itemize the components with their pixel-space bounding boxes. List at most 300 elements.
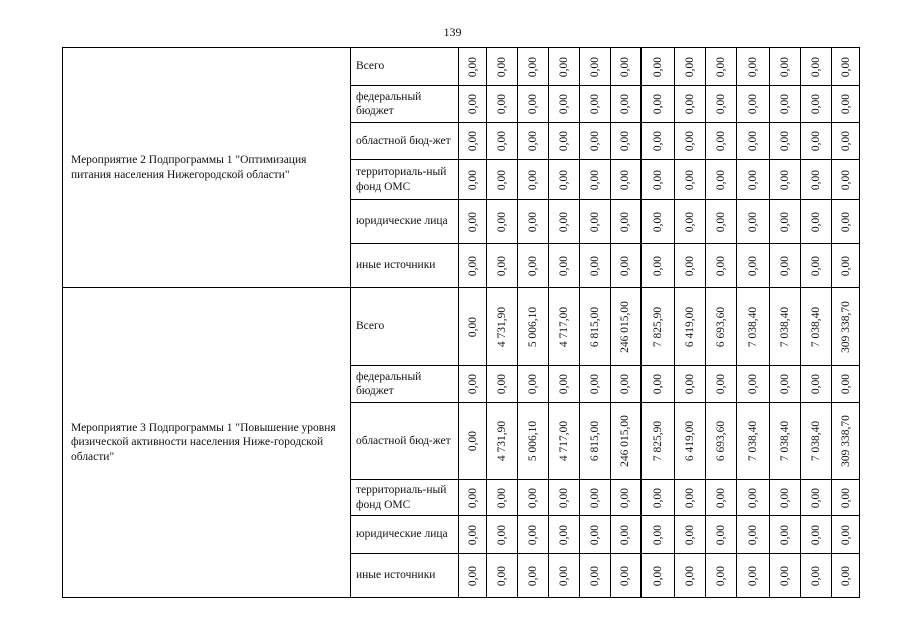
value-cell	[518, 480, 549, 516]
value-text: 0,00	[466, 169, 479, 190]
value-text: 4 717,00	[557, 306, 570, 347]
value-cell	[737, 516, 770, 554]
value-cell	[706, 403, 737, 480]
value-cell	[580, 480, 611, 516]
value-text: 0,00	[778, 56, 791, 77]
value-text: 0,00	[778, 487, 791, 508]
value-text: 0,00	[619, 56, 632, 77]
value-cell	[611, 48, 641, 86]
value-cell	[675, 366, 706, 403]
value-text: 0,00	[466, 487, 479, 508]
value-cell	[706, 200, 737, 244]
value-cell	[580, 48, 611, 86]
value-text: 0,00	[619, 169, 632, 190]
value-text: 0,00	[557, 56, 570, 77]
value-cell	[641, 123, 675, 160]
value-text: 0,00	[588, 565, 601, 586]
value-cell	[459, 554, 487, 598]
funding-source: иные источники	[351, 244, 459, 288]
value-cell	[641, 403, 675, 480]
value-cell	[459, 86, 487, 123]
value-text: 7 038,40	[809, 420, 822, 462]
value-text: 246 015,00	[619, 415, 632, 467]
value-text: 0,00	[839, 169, 852, 190]
value-cell	[487, 160, 518, 200]
value-cell	[549, 48, 580, 86]
value-cell	[459, 48, 487, 86]
value-text: 7 038,40	[778, 306, 791, 347]
value-cell	[611, 403, 641, 480]
value-text: 0,00	[588, 169, 601, 190]
value-cell	[706, 516, 737, 554]
value-cell	[459, 123, 487, 160]
value-text: 0,00	[839, 130, 852, 152]
value-text: 7 038,40	[809, 306, 822, 347]
value-text: 4 717,00	[557, 420, 570, 462]
value-cell	[832, 480, 860, 516]
value-text: 0,00	[466, 56, 479, 77]
value-cell	[770, 244, 801, 288]
value-cell	[832, 288, 860, 366]
value-text: 0,00	[495, 565, 508, 586]
value-text: 0,00	[746, 211, 759, 232]
value-text: 6 693,60	[714, 306, 727, 347]
value-text: 0,00	[746, 93, 759, 115]
value-text: 0,00	[466, 255, 479, 276]
funding-source: юридические лица	[351, 200, 459, 244]
value-text: 0,00	[683, 56, 696, 77]
value-text: 0,00	[557, 169, 570, 190]
value-text: 0,00	[651, 93, 664, 115]
value-cell	[706, 366, 737, 403]
value-cell	[832, 516, 860, 554]
value-text: 0,00	[714, 93, 727, 115]
value-text: 0,00	[683, 130, 696, 152]
value-text: 0,00	[746, 487, 759, 508]
value-text: 0,00	[839, 255, 852, 276]
value-text: 0,00	[619, 211, 632, 232]
value-cell	[549, 200, 580, 244]
value-text: 0,00	[809, 255, 822, 276]
table-body	[63, 48, 860, 598]
value-text: 0,00	[466, 316, 479, 337]
value-text: 0,00	[619, 565, 632, 586]
value-text: 0,00	[466, 93, 479, 115]
value-cell	[706, 48, 737, 86]
value-cell	[737, 200, 770, 244]
value-cell	[580, 288, 611, 366]
value-text: 0,00	[557, 565, 570, 586]
value-text: 0,00	[839, 211, 852, 232]
value-text: 309 338,70	[839, 415, 852, 467]
value-cell	[549, 554, 580, 598]
value-text: 0,00	[619, 487, 632, 508]
value-text: 0,00	[746, 56, 759, 77]
value-cell	[801, 48, 832, 86]
value-text: 0,00	[778, 524, 791, 545]
value-text: 0,00	[526, 487, 539, 508]
value-cell	[770, 554, 801, 598]
value-cell	[549, 403, 580, 480]
value-cell	[549, 244, 580, 288]
value-cell	[706, 480, 737, 516]
value-text: 0,00	[495, 130, 508, 152]
value-text: 0,00	[683, 487, 696, 508]
value-text: 0,00	[714, 487, 727, 508]
value-cell	[737, 403, 770, 480]
value-cell	[770, 160, 801, 200]
value-cell	[770, 366, 801, 403]
value-cell	[770, 480, 801, 516]
value-cell	[737, 160, 770, 200]
value-cell	[641, 516, 675, 554]
value-cell	[487, 403, 518, 480]
value-cell	[611, 288, 641, 366]
value-text: 7 038,40	[778, 420, 791, 462]
value-text: 0,00	[588, 56, 601, 77]
value-text: 0,00	[746, 169, 759, 190]
value-cell	[801, 403, 832, 480]
value-cell	[611, 366, 641, 403]
value-cell	[611, 516, 641, 554]
value-text: 0,00	[746, 524, 759, 545]
value-text: 0,00	[839, 373, 852, 395]
value-text: 0,00	[651, 255, 664, 276]
value-text: 0,00	[683, 565, 696, 586]
value-cell	[549, 160, 580, 200]
value-cell	[487, 48, 518, 86]
value-text: 6 419,00	[683, 306, 696, 347]
value-cell	[641, 86, 675, 123]
value-cell	[832, 244, 860, 288]
value-text: 0,00	[651, 487, 664, 508]
value-text: 0,00	[683, 524, 696, 545]
value-cell	[641, 160, 675, 200]
value-cell	[459, 160, 487, 200]
value-cell	[801, 86, 832, 123]
value-text: 0,00	[466, 524, 479, 545]
value-cell	[770, 288, 801, 366]
value-text: 0,00	[651, 373, 664, 395]
value-text: 0,00	[714, 169, 727, 190]
value-cell	[706, 244, 737, 288]
value-text: 7 038,40	[746, 306, 759, 347]
value-text: 0,00	[778, 373, 791, 395]
value-text: 0,00	[809, 56, 822, 77]
value-text: 6 815,00	[588, 306, 601, 347]
value-cell	[770, 123, 801, 160]
value-text: 0,00	[839, 487, 852, 508]
value-cell	[611, 123, 641, 160]
value-cell	[641, 48, 675, 86]
value-text: 0,00	[651, 211, 664, 232]
value-cell	[611, 244, 641, 288]
value-cell	[580, 200, 611, 244]
value-text: 0,00	[619, 93, 632, 115]
value-cell	[518, 123, 549, 160]
value-text: 0,00	[839, 565, 852, 586]
value-cell	[675, 480, 706, 516]
value-cell	[737, 554, 770, 598]
value-text: 0,00	[619, 524, 632, 545]
value-cell	[641, 244, 675, 288]
funding-source: Всего	[351, 288, 459, 366]
value-cell	[801, 244, 832, 288]
value-cell	[675, 244, 706, 288]
value-text: 0,00	[809, 169, 822, 190]
value-text: 0,00	[466, 130, 479, 152]
value-text: 0,00	[557, 524, 570, 545]
value-text: 0,00	[839, 93, 852, 115]
value-text: 246 015,00	[619, 300, 632, 353]
value-text: 0,00	[746, 373, 759, 395]
value-text: 0,00	[683, 373, 696, 395]
value-text: 0,00	[466, 430, 479, 452]
value-cell	[580, 554, 611, 598]
value-cell	[459, 288, 487, 366]
value-cell	[675, 86, 706, 123]
value-cell	[770, 403, 801, 480]
value-text: 0,00	[495, 373, 508, 395]
value-cell	[770, 200, 801, 244]
value-text: 0,00	[619, 373, 632, 395]
value-cell	[487, 123, 518, 160]
value-cell	[641, 288, 675, 366]
value-text: 0,00	[495, 56, 508, 77]
value-cell	[737, 48, 770, 86]
value-text: 0,00	[466, 565, 479, 586]
value-cell	[611, 480, 641, 516]
value-cell	[832, 86, 860, 123]
value-text: 7 825,90	[651, 420, 664, 462]
value-text: 0,00	[683, 211, 696, 232]
value-text: 0,00	[588, 130, 601, 152]
funding-source: федеральный бюджет	[351, 366, 459, 403]
value-text: 0,00	[619, 130, 632, 152]
value-text: 0,00	[839, 56, 852, 77]
table-row	[63, 48, 860, 86]
value-cell	[487, 288, 518, 366]
value-text: 0,00	[714, 565, 727, 586]
value-text: 0,00	[809, 565, 822, 586]
value-text: 0,00	[683, 255, 696, 276]
value-cell	[801, 516, 832, 554]
value-text: 0,00	[495, 93, 508, 115]
page-number: 139	[443, 25, 462, 39]
value-cell	[580, 160, 611, 200]
value-cell	[580, 516, 611, 554]
funding-source: областной бюд-жет	[351, 403, 459, 480]
value-cell	[801, 160, 832, 200]
value-cell	[706, 123, 737, 160]
value-text: 0,00	[495, 169, 508, 190]
value-text: 6 419,00	[683, 420, 696, 462]
value-cell	[675, 48, 706, 86]
value-cell	[641, 366, 675, 403]
value-cell	[801, 366, 832, 403]
value-cell	[675, 554, 706, 598]
value-cell	[459, 403, 487, 480]
value-text: 0,00	[778, 169, 791, 190]
value-cell	[580, 86, 611, 123]
funding-source: территориаль-ный фонд ОМС	[351, 160, 459, 200]
value-cell	[832, 160, 860, 200]
value-text: 0,00	[526, 130, 539, 152]
value-text: 0,00	[588, 524, 601, 545]
funding-source: иные источники	[351, 554, 459, 598]
value-text: 0,00	[651, 565, 664, 586]
value-text: 5 006,10	[526, 306, 539, 347]
value-text: 0,00	[651, 56, 664, 77]
value-text: 0,00	[495, 487, 508, 508]
value-cell	[611, 554, 641, 598]
value-cell	[675, 288, 706, 366]
value-cell	[549, 480, 580, 516]
value-text: 0,00	[839, 524, 852, 545]
value-cell	[611, 86, 641, 123]
value-text: 0,00	[557, 487, 570, 508]
value-text: 0,00	[746, 130, 759, 152]
value-text: 7 038,40	[746, 420, 759, 462]
value-text: 0,00	[557, 255, 570, 276]
value-text: 0,00	[651, 524, 664, 545]
value-text: 4 731,90	[495, 420, 508, 462]
value-text: 0,00	[526, 169, 539, 190]
funding-source: областной бюд-жет	[351, 123, 459, 160]
value-cell	[737, 288, 770, 366]
value-cell	[706, 160, 737, 200]
value-cell	[706, 554, 737, 598]
value-text: 309 338,70	[839, 300, 852, 353]
value-cell	[580, 403, 611, 480]
value-cell	[518, 48, 549, 86]
value-cell	[737, 480, 770, 516]
value-cell	[832, 403, 860, 480]
value-cell	[675, 403, 706, 480]
value-cell	[675, 160, 706, 200]
value-text: 0,00	[588, 211, 601, 232]
value-text: 0,00	[746, 255, 759, 276]
funding-source: юридические лица	[351, 516, 459, 554]
value-cell	[801, 123, 832, 160]
value-cell	[518, 516, 549, 554]
value-cell	[641, 200, 675, 244]
value-text: 0,00	[588, 93, 601, 115]
funding-source: территориаль-ный фонд ОМС	[351, 480, 459, 516]
value-cell	[518, 366, 549, 403]
value-cell	[487, 244, 518, 288]
value-text: 0,00	[778, 255, 791, 276]
value-text: 0,00	[557, 130, 570, 152]
value-text: 0,00	[714, 373, 727, 395]
value-cell	[549, 86, 580, 123]
value-cell	[459, 516, 487, 554]
value-cell	[770, 48, 801, 86]
value-text: 0,00	[714, 211, 727, 232]
value-cell	[487, 480, 518, 516]
value-text: 0,00	[809, 130, 822, 152]
value-cell	[549, 516, 580, 554]
value-cell	[737, 86, 770, 123]
value-text: 0,00	[526, 255, 539, 276]
value-text: 0,00	[526, 524, 539, 545]
value-cell	[518, 554, 549, 598]
value-cell	[801, 480, 832, 516]
value-text: 0,00	[809, 373, 822, 395]
value-text: 0,00	[809, 524, 822, 545]
value-text: 0,00	[526, 56, 539, 77]
value-cell	[518, 160, 549, 200]
funding-source: Всего	[351, 48, 459, 86]
value-text: 0,00	[557, 93, 570, 115]
value-cell	[580, 366, 611, 403]
value-cell	[675, 516, 706, 554]
value-text: 0,00	[526, 93, 539, 115]
value-text: 4 731,90	[495, 306, 508, 347]
value-cell	[675, 123, 706, 160]
value-cell	[675, 200, 706, 244]
value-cell	[459, 244, 487, 288]
value-cell	[832, 200, 860, 244]
value-cell	[706, 86, 737, 123]
value-cell	[487, 554, 518, 598]
value-text: 0,00	[778, 211, 791, 232]
value-cell	[459, 480, 487, 516]
value-text: 6 693,60	[714, 420, 727, 462]
value-cell	[459, 366, 487, 403]
value-text: 0,00	[778, 93, 791, 115]
value-text: 0,00	[495, 211, 508, 232]
value-text: 0,00	[683, 93, 696, 115]
value-text: 0,00	[651, 130, 664, 152]
value-text: 7 825,90	[651, 306, 664, 347]
value-text: 0,00	[495, 524, 508, 545]
value-text: 0,00	[809, 487, 822, 508]
value-text: 0,00	[526, 373, 539, 395]
value-cell	[518, 86, 549, 123]
value-cell	[487, 200, 518, 244]
value-text: 0,00	[466, 211, 479, 232]
value-text: 0,00	[714, 56, 727, 77]
value-cell	[801, 200, 832, 244]
value-cell	[549, 366, 580, 403]
value-text: 0,00	[588, 255, 601, 276]
funding-source: федеральный бюджет	[351, 86, 459, 123]
value-text: 0,00	[557, 373, 570, 395]
value-cell	[832, 366, 860, 403]
value-cell	[487, 366, 518, 403]
value-cell	[641, 554, 675, 598]
value-text: 0,00	[466, 373, 479, 395]
value-cell	[737, 366, 770, 403]
value-text: 0,00	[683, 169, 696, 190]
value-cell	[611, 160, 641, 200]
value-cell	[518, 244, 549, 288]
value-text: 0,00	[809, 93, 822, 115]
value-text: 0,00	[526, 565, 539, 586]
value-text: 0,00	[778, 565, 791, 586]
value-text: 0,00	[651, 169, 664, 190]
value-cell	[737, 123, 770, 160]
table-row	[63, 288, 860, 366]
value-cell	[518, 403, 549, 480]
value-text: 0,00	[588, 487, 601, 508]
value-cell	[518, 200, 549, 244]
value-cell	[832, 48, 860, 86]
value-text: 6 815,00	[588, 420, 601, 462]
value-cell	[459, 200, 487, 244]
value-text: 0,00	[714, 524, 727, 545]
